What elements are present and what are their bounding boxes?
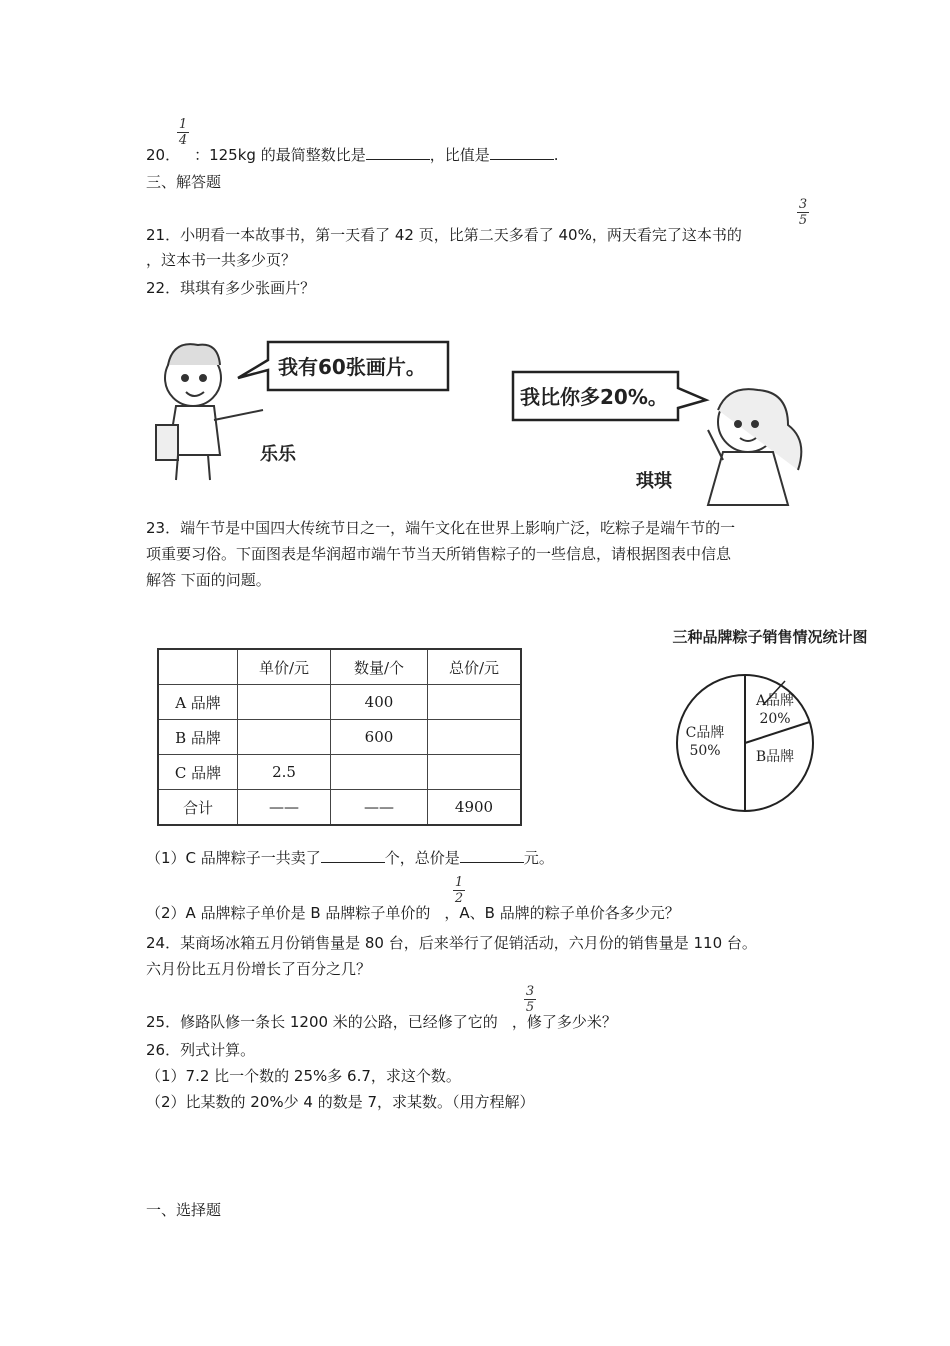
table-cell: [238, 720, 331, 755]
table-cell: 4900: [428, 790, 522, 826]
boy-figure: [156, 344, 263, 480]
pie-slice-label: C品牌: [685, 725, 725, 741]
table-cell: 2.5: [238, 755, 331, 790]
q26-title: 26．列式计算。: [146, 1041, 256, 1059]
table-row: [158, 790, 521, 826]
q20-blank-ratio[interactable]: [366, 145, 430, 160]
q26-sub2: （2）比某数的 20%少 4 的数是 7，求某数。（用方程解）: [146, 1093, 535, 1111]
right-name: 琪琪: [636, 471, 672, 492]
table-cell: 总价/元: [428, 649, 522, 685]
table-cell: 单价/元: [238, 649, 331, 685]
q23-line1: 23．端午节是中国四大传统节日之一，端午文化在世界上影响广泛，吃粽子是端午节的一: [146, 519, 736, 537]
q23-line3: 解答 下面的问题。: [146, 571, 271, 589]
q25-fraction: 3 5: [525, 984, 535, 1015]
table-row: [158, 720, 521, 755]
q22-question: 22．琪琪有多少张画片？: [146, 279, 316, 297]
table-cell: ——: [331, 790, 428, 826]
pie-slice-label: A品牌: [755, 693, 795, 709]
pie-slice-value: 50%: [689, 743, 721, 759]
q26-sub1: （1）7.2 比一个数的 25%多 6.7，求这个数。: [146, 1067, 461, 1085]
table-cell: ——: [238, 790, 331, 826]
table-cell: [428, 720, 522, 755]
q21-line1: 21．小明看一本故事书，第一天看了 42 页，比第二天多看了 40%，两天看完了这本书的: [146, 226, 742, 244]
table-row: [158, 755, 521, 790]
q24-line1: 24．某商场冰箱五月份销售量是 80 台，后来举行了促销活动，六月份的销售量是 110 台。: [146, 934, 757, 952]
table-cell: A 品牌: [158, 685, 238, 720]
q23-blank-count[interactable]: [321, 848, 385, 863]
q20-blank-value[interactable]: [490, 145, 554, 160]
table-cell: 合计: [158, 790, 238, 826]
table-cell: C 品牌: [158, 755, 238, 790]
q23-sub2: （2）A 品牌粽子单价是 B 品牌粽子单价的 ，A、B 品牌的粽子单价各多少元？: [146, 904, 680, 922]
q20-fraction: 1 4: [178, 117, 188, 148]
sales-table: [157, 648, 522, 826]
q20-line: 20． ：125kg 的最简整数比是 ，比值是 .: [146, 146, 559, 164]
pie-chart: [640, 620, 900, 820]
pie-slice-label: B品牌: [755, 749, 795, 765]
section-1-heading: 一、选择题: [146, 1201, 222, 1219]
table-cell: 400: [331, 685, 428, 720]
q23-blank-total[interactable]: [460, 848, 524, 863]
pie-slice-value: 20%: [759, 711, 791, 727]
left-bubble-text: 我有60张画片。: [278, 355, 426, 379]
left-name: 乐乐: [260, 444, 296, 465]
table-cell: [428, 685, 522, 720]
q25-line: 25．修路队修一条长 1200 米的公路，已经修了它的 ，修了多少米？: [146, 1013, 617, 1031]
chart-title: 三种品牌粽子销售情况统计图: [672, 628, 868, 646]
q23-line2: 项重要习俗。下面图表是华润超市端午节当天所销售粽子的一些信息，请根据图表中信息: [146, 545, 732, 563]
table-cell: [238, 685, 331, 720]
q23-sub2-fraction: 1 2: [454, 875, 464, 906]
table-cell: [331, 755, 428, 790]
girl-figure: [708, 389, 801, 505]
table-cell: B 品牌: [158, 720, 238, 755]
q21-fraction: 3 5: [798, 197, 808, 228]
q22-illustration: [148, 330, 828, 510]
section-3-heading: 三、解答题: [146, 173, 222, 191]
table-cell: [428, 755, 522, 790]
table-header-row: [158, 649, 521, 685]
table-cell: 数量/个: [331, 649, 428, 685]
q21-line2: ，这本书一共多少页？: [146, 251, 297, 269]
table-cell: [158, 649, 238, 685]
q24-line2: 六月份比五月份增长了百分之几？: [146, 960, 372, 978]
q23-sub1: （1）C 品牌粽子一共卖了 个，总价是 元。: [146, 849, 554, 867]
right-bubble-text: 我比你多20%。: [520, 385, 668, 409]
table-cell: 600: [331, 720, 428, 755]
table-row: [158, 685, 521, 720]
